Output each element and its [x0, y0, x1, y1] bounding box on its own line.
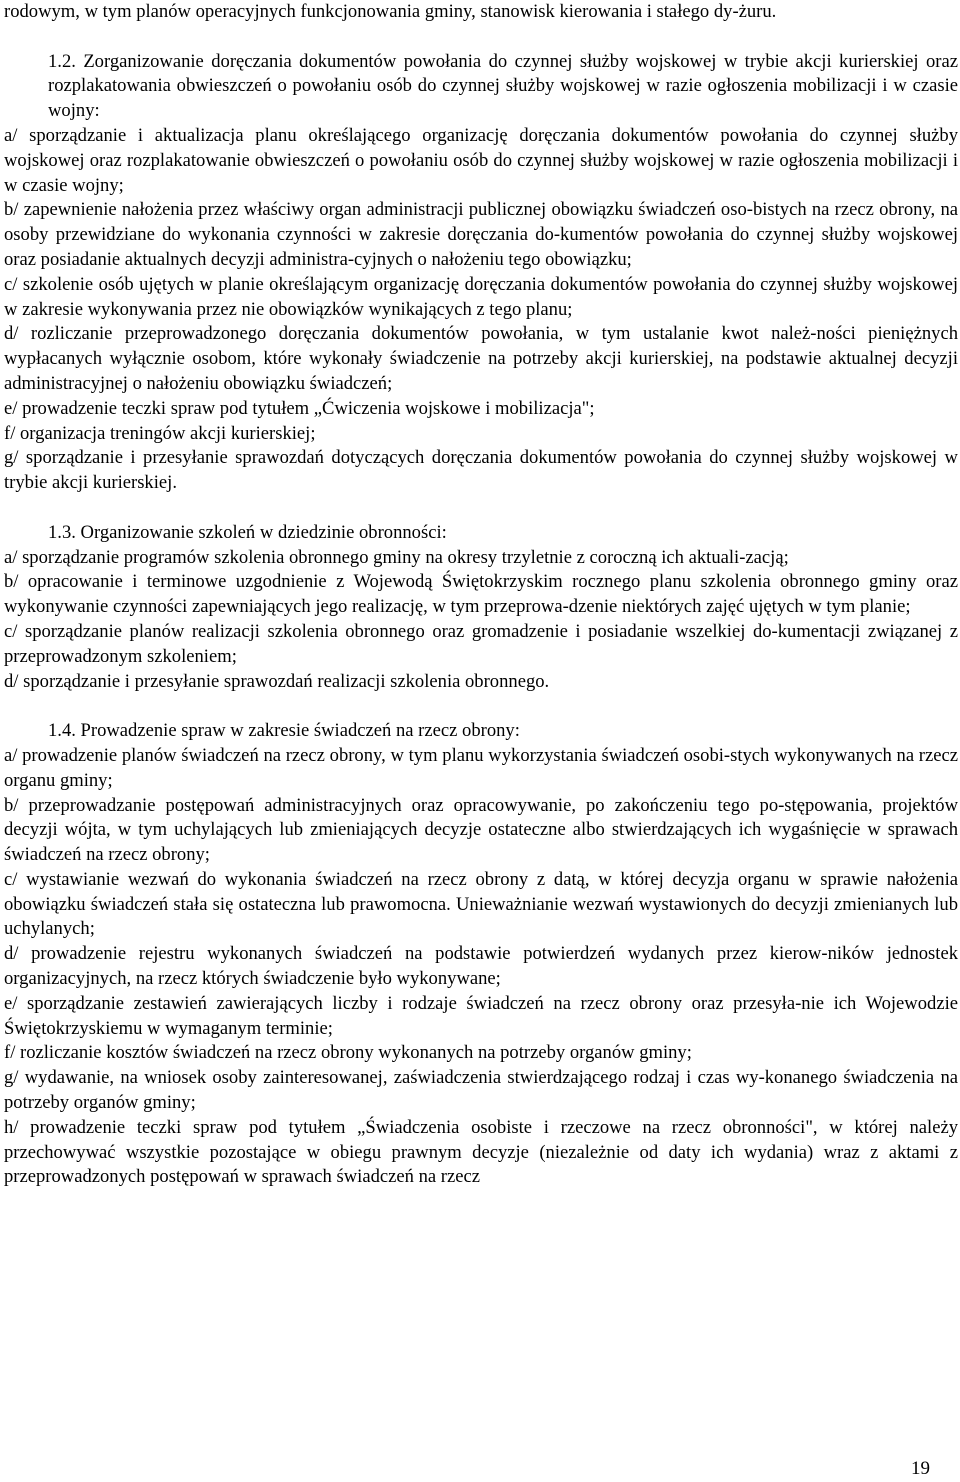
- section-1-4-item-f: f/ rozliczanie kosztów świadczeń na rzecz obrony wykonanych na potrzeby organów gminy;: [4, 1042, 692, 1064]
- section-1-2-item-b: b/ zapewnienie nałożenia przez właściwy organ administracji publicznej obowiązku świadczeń oso-bistych na rzecz obrony, na osoby przewidziane do wykonania czynności w zakresie doręczania do-kumentów powołania do czynnej służby wojskowej oraz posiadanie aktualnych decyzji administra-cyjnych o nałożeniu tego obowiązku;: [4, 199, 958, 270]
- paragraph-gap: [4, 25, 958, 50]
- page-number: 19: [911, 1458, 930, 1479]
- paragraph-gap: [4, 694, 958, 719]
- section-1-4-item-b: b/ przeprowadzanie postępowań administracyjnych oraz opracowywanie, po zakończeniu tego po-stępowania, projektów decyzji wójta, w tym uchylających lub zmieniających decyzje ostateczne albo stwierdzających ich wygaśnięcie w sprawach świadczeń na rzecz obrony;: [4, 794, 958, 866]
- section-1-2-item-e: e/ prowadzenie teczki spraw pod tytułem „Ćwiczenia wojskowe i mobilizacja";: [4, 397, 595, 419]
- section-1-4-item-e: e/ sporządzanie zestawień zawierających liczby i rodzaje świadczeń na rzecz obrony oraz przesyła-nie ich Wojewodzie Świętokrzyskiemu w wymaganym terminie;: [4, 992, 958, 1039]
- section-1-2-item-d: d/ rozliczanie przeprowadzonego doręczania dokumentów powołania, w tym ustalanie kwot należ-ności pieniężnych wypłacanych wyłącznie osobom, które wykonały świadczenie na potrzeby akcji kurierskiej, na podstawie aktualnej decyzji administracyjnej o nałożeniu obowiązku świadczeń;: [4, 323, 958, 394]
- section-1-3-item-b: b/ opracowanie i terminowe uzgodnienie z Wojewodą Świętokrzyskim rocznego planu szkolenia obronnego gminy oraz wykonywanie czynności zapewniających jego realizację, w tym przeprowa-dzenie niektórych zajęć ujętych w tym planie;: [4, 571, 958, 618]
- section-1-2-item-f: f/ organizacja treningów akcji kurierskiej;: [4, 422, 316, 444]
- section-1-3-item-c: c/ sporządzanie planów realizacji szkolenia obronnego oraz gromadzenie i posiadanie wszelkiej do-kumentacji związanej z przeprowadzonym szkoleniem;: [4, 620, 958, 667]
- section-1-4-item-g: g/ wydawanie, na wniosek osoby zainteresowanej, zaświadczenia stwierdzającego rodzaj i czas wy-konanego świadczenia na potrzeby organów gminy;: [4, 1067, 958, 1114]
- section-1-4-item-h: h/ prowadzenie teczki spraw pod tytułem „Świadczenia osobiste i rzeczowe na rzecz obronności", w której należy przechowywać wszystkie pozostające w obiegu prawnym decyzje (niezależnie od daty ich wydania) wraz z aktami z przeprowadzonych postępowań w sprawach świadczeń na rzecz: [4, 1116, 958, 1188]
- section-1-3-heading: 1.3. Organizowanie szkoleń w dziedzinie obronności:: [48, 521, 447, 543]
- section-1-2-item-a: a/ sporządzanie i aktualizacja planu określającego organizację doręczania dokumentów powołania do czynnej służby wojskowej oraz rozplakatowanie obwieszczeń o powołaniu osób do czynnej służby wojskowej w razie ogłoszenia mobilizacji i w czasie wojny;: [4, 124, 958, 196]
- section-1-2-heading: 1.2. Zorganizowanie doręczania dokumentów powołania do czynnej służby wojskowej w trybie akcji kurierskiej oraz rozplakatowania obwieszczeń o powołaniu osób do czynnej służby wojskowej w razie ogłoszenia mobilizacji i w czasie wojny:: [48, 50, 958, 122]
- intro-paragraph: rodowym, w tym planów operacyjnych funkcjonowania gminy, stanowisk kierowania i stałego dy-żuru.: [4, 1, 777, 22]
- section-1-3-item-a: a/ sporządzanie programów szkolenia obronnego gminy na okresy trzyletnie z coroczną ich aktuali-zacją;: [4, 546, 789, 568]
- section-1-2-item-c: c/ szkolenie osób ujętych w planie określającym organizację doręczania dokumentów powołania do czynnej służby wojskowej w zakresie wykonywania przez nie obowiązków wynikających z tego planu;: [4, 273, 958, 320]
- section-1-4-item-c: c/ wystawianie wezwań do wykonania świadczeń na rzecz obrony z datą, w której decyzja organu w sprawie nałożenia obowiązku świadczeń stała się ostateczna lub prawomocna. Unieważnianie wezwań wystawionych do decyzji zmienianych lub uchylanych;: [4, 868, 958, 940]
- section-1-2-item-g: g/ sporządzanie i przesyłanie sprawozdań dotyczących doręczania dokumentów powołania do czynnej służby wojskowej w trybie akcji kurierskiej.: [4, 447, 958, 494]
- section-1-4-heading: 1.4. Prowadzenie spraw w zakresie świadczeń na rzecz obrony:: [48, 720, 520, 742]
- section-1-3-item-d: d/ sporządzanie i przesyłanie sprawozdań realizacji szkolenia obronnego.: [4, 670, 550, 692]
- document-body: [4, 0, 958, 1190]
- section-1-4-item-d: d/ prowadzenie rejestru wykonanych świadczeń na podstawie potwierdzeń wydanych przez kierow-ników jednostek organizacyjnych, na rzecz których świadczenie było wykonywane;: [4, 943, 958, 990]
- paragraph-gap: [4, 496, 958, 521]
- section-1-4-item-a: a/ prowadzenie planów świadczeń na rzecz obrony, w tym planu wykorzystania świadczeń osobi-stych wykonywanych na rzecz organu gminy;: [4, 744, 958, 791]
